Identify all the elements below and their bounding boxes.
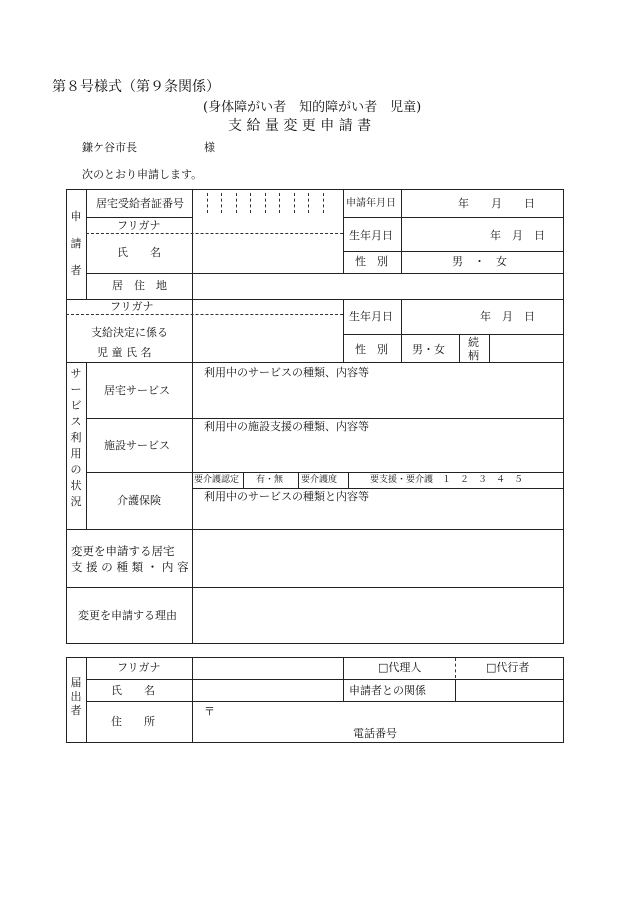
child-gender-value[interactable]: 男・女 xyxy=(412,343,445,356)
home-service-label: 居宅サービス xyxy=(104,384,170,397)
notifier-furigana-field[interactable] xyxy=(193,658,342,678)
change-request-label-line2: 支 援 の 種 類 ・ 内 容 xyxy=(71,560,189,574)
applicant-gender-label: 性 別 xyxy=(355,255,388,268)
child-relation-label-line2: 柄 xyxy=(468,349,479,362)
change-reason-field[interactable] xyxy=(193,588,562,642)
child-name-label-line1: 支給決定に係る xyxy=(91,326,168,339)
care-insurance-field[interactable] xyxy=(193,504,562,528)
child-birth-value[interactable]: 年 月 日 xyxy=(480,310,535,323)
child-birth-label: 生年月日 xyxy=(349,310,393,323)
care-insurance-label: 介護保険 xyxy=(117,494,161,507)
application-date-value[interactable]: 年 月 日 xyxy=(458,197,535,210)
change-reason-label: 変更を申請する理由 xyxy=(78,609,177,622)
applicant-address-field[interactable] xyxy=(193,274,562,298)
applicant-name-field[interactable] xyxy=(193,218,342,272)
recipient-cert-number-field[interactable] xyxy=(193,190,342,216)
care-level-label: 要介護度 xyxy=(301,475,338,485)
relation-to-applicant-field[interactable] xyxy=(456,680,562,700)
form-title: 支 給 量 変 更 申 請 書 xyxy=(228,118,372,134)
care-cert-label: 要介護認定 xyxy=(194,475,240,485)
form-subtitle: (身体障がい者 知的障がい者 児童) xyxy=(203,100,422,115)
child-gender-label: 性 別 xyxy=(355,343,388,356)
applicant-furigana-label: フリガナ xyxy=(117,219,161,232)
relation-to-applicant-label: 申請者との関係 xyxy=(349,684,426,697)
applicant-birth-label: 生年月日 xyxy=(349,229,393,242)
facility-service-note: 利用中の施設支援の種類、内容等 xyxy=(204,420,369,433)
applicant-address-label: 居 住 地 xyxy=(112,279,167,292)
care-level-options[interactable]: 要支援・要介護 １ ２ ３ ４ ５ xyxy=(370,475,524,485)
notifier-name-label: 氏 名 xyxy=(111,684,155,697)
recipient-cert-label: 居宅受給者証番号 xyxy=(96,197,184,210)
postal-mark: 〒 xyxy=(204,705,215,718)
notifier-furigana-label: フリガナ xyxy=(117,661,161,674)
intro-text: 次のとおり申請します。 xyxy=(82,168,203,181)
facility-service-label: 施設サービス xyxy=(104,439,170,452)
application-date-label: 申請年月日 xyxy=(346,198,396,209)
child-furigana-label: フリガナ xyxy=(110,300,154,313)
child-name-field[interactable] xyxy=(193,300,342,361)
child-name-label-line2: 児 童 氏 名 xyxy=(97,346,152,359)
change-request-label-line1: 変更を申請する居宅 xyxy=(71,544,175,558)
applicant-birth-value[interactable]: 年 月 日 xyxy=(490,229,545,242)
notifier-name-field[interactable] xyxy=(193,680,342,700)
addressee-honorific: 様 xyxy=(204,141,215,154)
notifier-section-label: 届 出 者 xyxy=(70,676,82,717)
child-relation-field[interactable] xyxy=(490,335,562,361)
home-service-note: 利用中のサービスの種類、内容等 xyxy=(204,366,369,379)
applicant-section-label: 申 請 者 xyxy=(70,210,82,277)
child-relation-label-line1: 続 xyxy=(468,336,479,349)
service-usage-section-label: サ ー ビ ス 利 用 の 状 況 xyxy=(70,367,82,508)
notifier-address-label: 住 所 xyxy=(111,715,155,728)
applicant-name-label: 氏 名 xyxy=(117,246,161,259)
form-number: 第８号様式（第９条関係） xyxy=(52,79,220,95)
care-insurance-note: 利用中のサービスの種類と内容等 xyxy=(204,490,369,503)
care-cert-value[interactable]: 有・無 xyxy=(256,475,284,485)
phone-label: 電話番号 xyxy=(353,727,397,740)
applicant-gender-value[interactable]: 男 ・ 女 xyxy=(452,255,507,268)
facility-service-field[interactable] xyxy=(193,434,562,471)
agent-checkbox[interactable]: □代理人 xyxy=(378,661,422,674)
proxy-checkbox[interactable]: □代行者 xyxy=(486,661,530,674)
addressee: 鎌ケ谷市長 xyxy=(82,141,137,154)
notifier-address-field[interactable] xyxy=(193,702,562,741)
change-request-field[interactable] xyxy=(193,530,562,586)
home-service-field[interactable] xyxy=(193,380,562,417)
